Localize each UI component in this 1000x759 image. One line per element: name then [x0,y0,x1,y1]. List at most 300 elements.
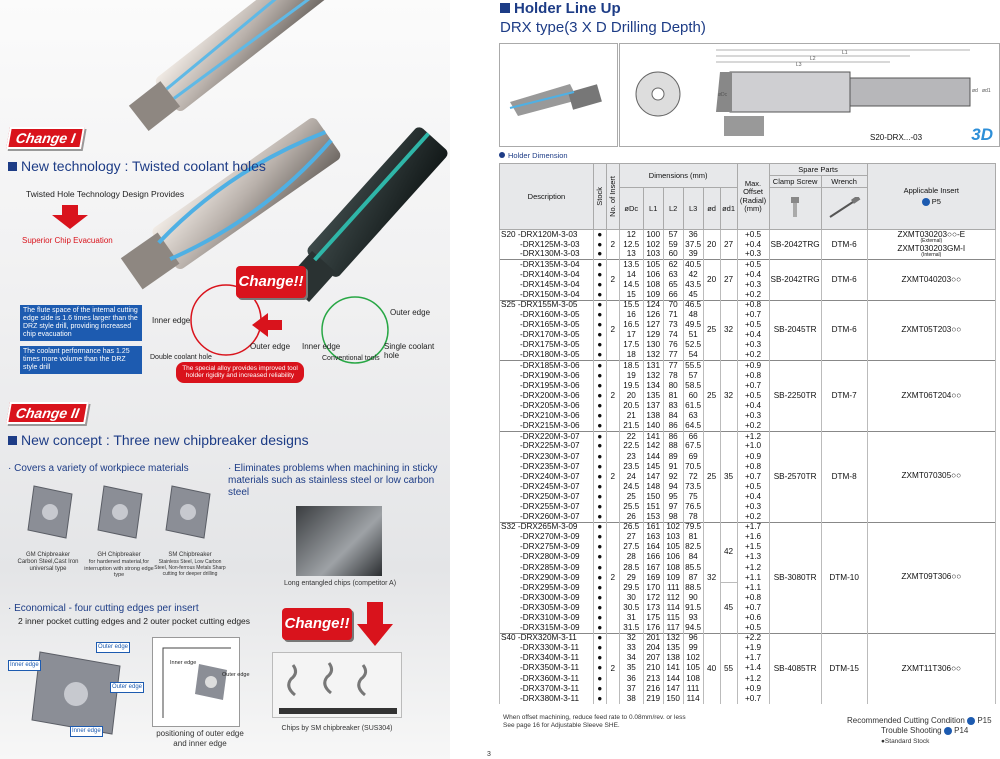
dim-od1: ød1 [982,88,991,94]
cell-stock: ● [593,441,606,451]
cell-l2: 103 [663,532,683,542]
cell-l3: 73.5 [683,482,703,492]
change-1-badge: Change I [6,127,85,149]
gh-title: GH Chipbreaker [97,552,141,558]
cell-od1: 35 [720,431,737,522]
cell-description: -DRX205M-3-06 [500,401,594,411]
dim-l2: L2 [810,56,816,62]
gm-caption [8,552,88,574]
cell-odc: 19.5 [619,381,643,391]
cell-description: -DRX250M-3-07 [500,492,594,502]
cell-od: 25 [703,361,720,432]
cell-odc: 26 [619,512,643,522]
alloy-note: The special alloy provides improved tool holder rigidity and increased reliability [176,362,304,383]
standard-stock-note: ●Standard Stock [881,738,930,745]
cell-description: -DRX165M-3-05 [500,320,594,330]
cell-stock: ● [593,482,606,492]
left-panel [0,0,450,759]
cell-l2: 89 [663,452,683,462]
cell-stock: ● [593,603,606,613]
cell-max-offset: +0.7 [737,381,769,391]
cell-l3: 105 [683,664,703,674]
cell-stock: ● [593,674,606,684]
inner-edge-label: Inner edge [152,316,191,325]
cell-l3: 82.5 [683,542,703,552]
cell-l2: 147 [663,684,683,694]
insert-code: ZXMT06T204○○ [901,390,962,400]
dim-l1: L1 [842,50,848,56]
cell-l3: 84 [683,553,703,563]
cell-l1: 216 [643,684,663,694]
cell-clamp-screw: SB-2045TR [769,300,821,361]
cell-od1: 32 [720,300,737,361]
cell-l3: 69 [683,452,703,462]
single-coolant-label: Single coolant hole [384,342,435,360]
cell-stock: ● [593,472,606,482]
cell-no-insert: 2 [606,361,619,432]
dim-l3: L3 [796,62,802,68]
cell-l3: 72 [683,472,703,482]
cell-odc: 17 [619,330,643,340]
cell-stock: ● [593,361,606,371]
cell-max-offset: +0.8 [737,462,769,472]
cell-description: -DRX175M-3-05 [500,341,594,351]
cell-max-offset: +0.8 [737,371,769,381]
cell-stock: ● [593,260,606,270]
cell-l1: 108 [643,280,663,290]
cell-stock: ● [593,330,606,340]
cell-l3: 99 [683,643,703,653]
cell-max-offset: +0.2 [737,512,769,522]
cell-max-offset: +0.7 [737,694,769,704]
cell-l3: 111 [683,684,703,694]
cell-clamp-screw: SB-4085TR [769,633,821,704]
cell-l2: 65 [663,280,683,290]
cell-od: 25 [703,431,720,522]
cell-l2: 92 [663,472,683,482]
cell-l3: 43.5 [683,280,703,290]
cell-stock: ● [593,320,606,330]
cell-odc: 29 [619,573,643,583]
superior-evacuation: Superior Chip Evacuation [22,236,113,245]
cell-l2: 95 [663,492,683,502]
cell-l2: 111 [663,583,683,593]
cell-max-offset: +0.5 [737,391,769,401]
cell-description: -DRX315M-3-09 [500,623,594,633]
outer-edge-label-2: Outer edge [390,308,431,317]
cell-l2: 144 [663,674,683,684]
cell-l2: 117 [663,623,683,633]
cell-no-insert: 2 [606,230,619,260]
cell-l2: 106 [663,553,683,563]
cell-l1: 147 [643,472,663,482]
cell-l2: 80 [663,381,683,391]
cell-l3: 90 [683,593,703,603]
cell-l2: 66 [663,290,683,300]
cell-stock: ● [593,240,606,250]
cell-l2: 62 [663,260,683,270]
cell-odc: 24.5 [619,482,643,492]
cell-max-offset: +0.5 [737,320,769,330]
cell-odc: 29.5 [619,583,643,593]
cell-odc: 16.5 [619,320,643,330]
cell-max-offset: +0.5 [737,230,769,240]
cell-odc: 12 [619,230,643,240]
cell-l3: 37.5 [683,240,703,250]
cell-l2: 88 [663,441,683,451]
cell-l3: 81 [683,532,703,542]
th-applicable-insert [867,164,995,230]
cell-stock: ● [593,250,606,260]
cell-stock: ● [593,230,606,240]
cell-description: -DRX240M-3-07 [500,472,594,482]
insert-code: ZXMT09T306○○ [901,572,962,582]
cell-l1: 166 [643,553,663,563]
cell-odc: 30.5 [619,603,643,613]
cell-od: 20 [703,230,720,260]
cell-l1: 130 [643,341,663,351]
cell-stock: ● [593,694,606,704]
cell-l1: 176 [643,623,663,633]
th-no-insert-text: No. of Insert [608,176,618,217]
cell-stock: ● [593,381,606,391]
th-p5[interactable]: P5 [931,196,941,206]
cell-l1: 167 [643,563,663,573]
cell-odc: 27.5 [619,542,643,552]
cell-l2: 108 [663,563,683,573]
cell-applicable-insert [867,361,995,432]
cell-od1: 27 [720,230,737,260]
cell-l1: 138 [643,411,663,421]
cell-wrench: DTM-6 [821,260,867,300]
cell-max-offset: +1.7 [737,522,769,532]
cell-odc: 15 [619,290,643,300]
th-clamp-screw: Clamp Screw [769,176,821,188]
long-chips-caption: Long entangled chips (competitor A) [283,580,397,587]
cell-stock: ● [593,664,606,674]
table-row [500,361,996,371]
cell-description: -DRX235M-3-07 [500,462,594,472]
positioning-caption: positioning of outer edge and inner edge [156,729,244,748]
cell-odc: 14 [619,270,643,280]
cell-no-insert: 2 [606,260,619,300]
cell-l1: 103 [643,250,663,260]
cell-clamp-screw: SB-2042TRG [769,230,821,260]
cell-odc: 20.5 [619,401,643,411]
cell-l3: 57 [683,371,703,381]
cell-l1: 109 [643,290,663,300]
cell-max-offset: +1.2 [737,431,769,441]
insert-code: ZXMT05T203○○ [901,325,962,335]
cell-odc: 28.5 [619,563,643,573]
cell-l3: 76.5 [683,502,703,512]
positioning-diagram [152,637,240,727]
cell-l1: 148 [643,482,663,492]
cell-description: -DRX300M-3-09 [500,593,594,603]
cell-l3: 94.5 [683,623,703,633]
cell-l3: 88.5 [683,583,703,593]
cell-odc: 25 [619,492,643,502]
cell-l3: 87 [683,573,703,583]
cell-odc: 21 [619,411,643,421]
cell-odc: 13 [619,250,643,260]
th-no-insert [606,164,619,230]
cell-l1: 213 [643,674,663,684]
cell-description: -DRX290M-3-09 [500,573,594,583]
cell-l1: 129 [643,330,663,340]
cell-l1: 163 [643,532,663,542]
cell-l1: 153 [643,512,663,522]
cell-l2: 135 [663,643,683,653]
cell-l2: 63 [663,270,683,280]
cell-l1: 127 [643,320,663,330]
cell-odc: 37 [619,684,643,694]
cell-description: -DRX230M-3-07 [500,452,594,462]
cell-max-offset: +0.5 [737,623,769,633]
cell-max-offset: +0.4 [737,492,769,502]
inner-edge-tag-2: Inner edge [70,726,103,737]
cell-description: -DRX280M-3-09 [500,553,594,563]
cell-l3: 67.5 [683,441,703,451]
double-coolant-label: Double coolant hole [150,354,212,361]
cell-wrench: DTM-6 [821,230,867,260]
cell-l2: 150 [663,694,683,704]
cell-max-offset: +1.1 [737,573,769,583]
cell-l1: 132 [643,371,663,381]
rcc-page[interactable]: P15 [977,716,992,725]
recommended-cutting[interactable] [847,716,992,726]
cell-l3: 52.5 [683,341,703,351]
cell-l3: 91.5 [683,603,703,613]
cell-l2: 141 [663,664,683,674]
cell-l2: 78 [663,371,683,381]
cell-odc: 20 [619,391,643,401]
cell-wrench: DTM-7 [821,361,867,432]
cell-odc: 22 [619,431,643,441]
cell-description: S40 -DRX320M-3-11 [500,633,594,643]
screw-image [769,188,821,230]
cell-od1: 27 [720,260,737,300]
cell-max-offset: +0.4 [737,401,769,411]
cell-max-offset: +0.7 [737,472,769,482]
cell-max-offset: +0.3 [737,250,769,260]
cell-max-offset: +0.2 [737,290,769,300]
cell-l1: 175 [643,613,663,623]
cell-odc: 15.5 [619,300,643,310]
cell-l1: 207 [643,653,663,663]
cell-description: S25 -DRX155M-3-05 [500,300,594,310]
cell-applicable-insert [867,522,995,633]
cell-l3: 79.5 [683,522,703,532]
cell-max-offset: +0.7 [737,603,769,613]
cell-description: -DRX310M-3-09 [500,613,594,623]
cell-description: -DRX160M-3-05 [500,310,594,320]
inner-edge-tag: Inner edge [8,660,41,671]
cell-max-offset: +0.9 [737,684,769,694]
cell-max-offset: +0.2 [737,421,769,431]
cell-stock: ● [593,512,606,522]
cell-max-offset: +0.4 [737,330,769,340]
cell-l2: 83 [663,401,683,411]
cell-description: -DRX210M-3-06 [500,411,594,421]
cell-l3: 36 [683,230,703,240]
cell-max-offset: +1.5 [737,542,769,552]
cell-odc: 17.5 [619,341,643,351]
cell-description: -DRX150M-3-04 [500,290,594,300]
gh-desc: for hardened material,for interruption with strong edge type [84,559,154,579]
cell-no-insert: 2 [606,522,619,633]
page-number: 3 [487,751,491,758]
cell-description: -DRX360M-3-11 [500,674,594,684]
rcc-text[interactable]: Recommended Cutting Condition [847,716,965,725]
th-applicable-text: Applicable Insert [903,186,960,196]
cell-l3: 63 [683,411,703,421]
cell-l2: 73 [663,320,683,330]
holder-lineup-title-text: Holder Line Up [514,0,621,17]
label-3d: 3D [971,125,993,144]
cell-l1: 172 [643,593,663,603]
cell-odc: 38 [619,694,643,704]
cell-max-offset: +0.8 [737,593,769,603]
cell-stock: ● [593,553,606,563]
cell-l1: 140 [643,421,663,431]
cell-max-offset: +0.5 [737,482,769,492]
ts-text[interactable]: Trouble Shooting [881,726,942,735]
cell-l3: 102 [683,653,703,663]
gh-insert-image [90,482,150,542]
cell-l2: 77 [663,351,683,361]
wrench-image [821,188,867,230]
cell-max-offset: +0.3 [737,341,769,351]
cell-l3: 49.5 [683,320,703,330]
th-od1: ød1 [720,188,737,230]
cell-od: 40 [703,633,720,704]
dim-od: ød [972,88,978,94]
cell-l3: 45 [683,290,703,300]
cell-description: -DRX170M-3-05 [500,330,594,340]
section-1-title [8,158,266,174]
section-1-title-text: New technology : Twisted coolant holes [21,158,266,174]
cell-od: 20 [703,260,720,300]
cell-l3: 48 [683,310,703,320]
cell-l3: 54 [683,351,703,361]
cell-l1: 141 [643,431,663,441]
cell-description: -DRX255M-3-07 [500,502,594,512]
cell-stock: ● [593,452,606,462]
cell-l2: 114 [663,603,683,613]
cell-l3: 46.5 [683,300,703,310]
cell-wrench: DTM-10 [821,522,867,633]
outer-edge-tag: Outer edge [96,642,130,653]
cell-l3: 85.5 [683,563,703,573]
cell-l1: 106 [643,270,663,280]
cell-l2: 98 [663,512,683,522]
th-dimensions: Dimensions (mm) [619,164,737,188]
conventional-crosssection [322,297,388,363]
insert-code: ZXMT070305○○ [901,471,962,481]
cell-l2: 94 [663,482,683,492]
cell-stock: ● [593,280,606,290]
eliminates-bullet: · Eliminates problems when machining in sticky materials such as stainless steel or low carbon steel [228,463,438,498]
dimension-drawing [619,43,1000,147]
th-wrench: Wrench [821,176,867,188]
cell-description: -DRX285M-3-09 [500,563,594,573]
cell-wrench: DTM-15 [821,633,867,704]
th-stock [593,164,606,230]
cell-stock: ● [593,421,606,431]
cell-l2: 59 [663,240,683,250]
cell-description: -DRX340M-3-11 [500,653,594,663]
table-row [500,522,996,532]
covers-bullet: · Covers a variety of workpiece materials [8,463,189,474]
cell-stock: ● [593,290,606,300]
cell-stock: ● [593,573,606,583]
cell-l1: 105 [643,260,663,270]
inner-edge-small: Inner edge [170,660,197,666]
cell-l3: 60 [683,391,703,401]
holder-table-body [500,230,996,704]
cell-max-offset: +0.7 [737,310,769,320]
dim-odc: øDc [718,92,728,98]
cell-odc: 34 [619,653,643,663]
cell-stock: ● [593,391,606,401]
model-label: S20-DRX...-03 [870,133,923,142]
cell-od1: 42 [720,522,737,583]
ts-page[interactable]: P14 [954,726,969,735]
sm-insert-image [158,482,218,542]
change-2-badge: Change II [6,402,89,424]
cell-clamp-screw: SB-2042TRG [769,260,821,300]
cell-description: -DRX370M-3-11 [500,684,594,694]
cell-description: -DRX145M-3-04 [500,280,594,290]
cell-applicable-insert [867,260,995,300]
cell-l1: 135 [643,391,663,401]
cell-stock: ● [593,653,606,663]
cell-description: -DRX180M-3-05 [500,351,594,361]
table-row [500,431,996,441]
cell-l3: 78 [683,512,703,522]
holder-dimension-text: Holder Dimension [508,151,568,160]
cell-stock: ● [593,542,606,552]
cell-description: -DRX185M-3-06 [500,361,594,371]
cell-stock: ● [593,684,606,694]
cell-description: -DRX330M-3-11 [500,643,594,653]
cell-odc: 22.5 [619,441,643,451]
flute-note: The flute space of the internal cutting edge side is 1.6 times larger than the DRZ style drill, providing increased chip evacuation [20,305,142,341]
cell-odc: 35 [619,664,643,674]
cell-l2: 105 [663,542,683,552]
cell-l1: 201 [643,633,663,643]
outer-edge-tag-2: Outer edge [110,682,144,693]
cell-l3: 114 [683,694,703,704]
cell-l1: 142 [643,441,663,451]
cell-l1: 102 [643,240,663,250]
gm-insert-image [20,482,80,542]
cell-l1: 169 [643,573,663,583]
insert-code: ZXMT030203○○-E [897,229,966,239]
trouble-shooting[interactable] [881,726,968,736]
cell-description: -DRX245M-3-07 [500,482,594,492]
cell-od1: 45 [720,583,737,633]
cell-l3: 61.5 [683,401,703,411]
cell-l3: 39 [683,250,703,260]
cell-description: -DRX275M-3-09 [500,542,594,552]
cell-stock: ● [593,633,606,643]
cell-description: -DRX305M-3-09 [500,603,594,613]
cell-l1: 219 [643,694,663,704]
cell-description: -DRX130M-3-03 [500,250,594,260]
insert-code: ZXMT040203○○ [901,274,962,284]
